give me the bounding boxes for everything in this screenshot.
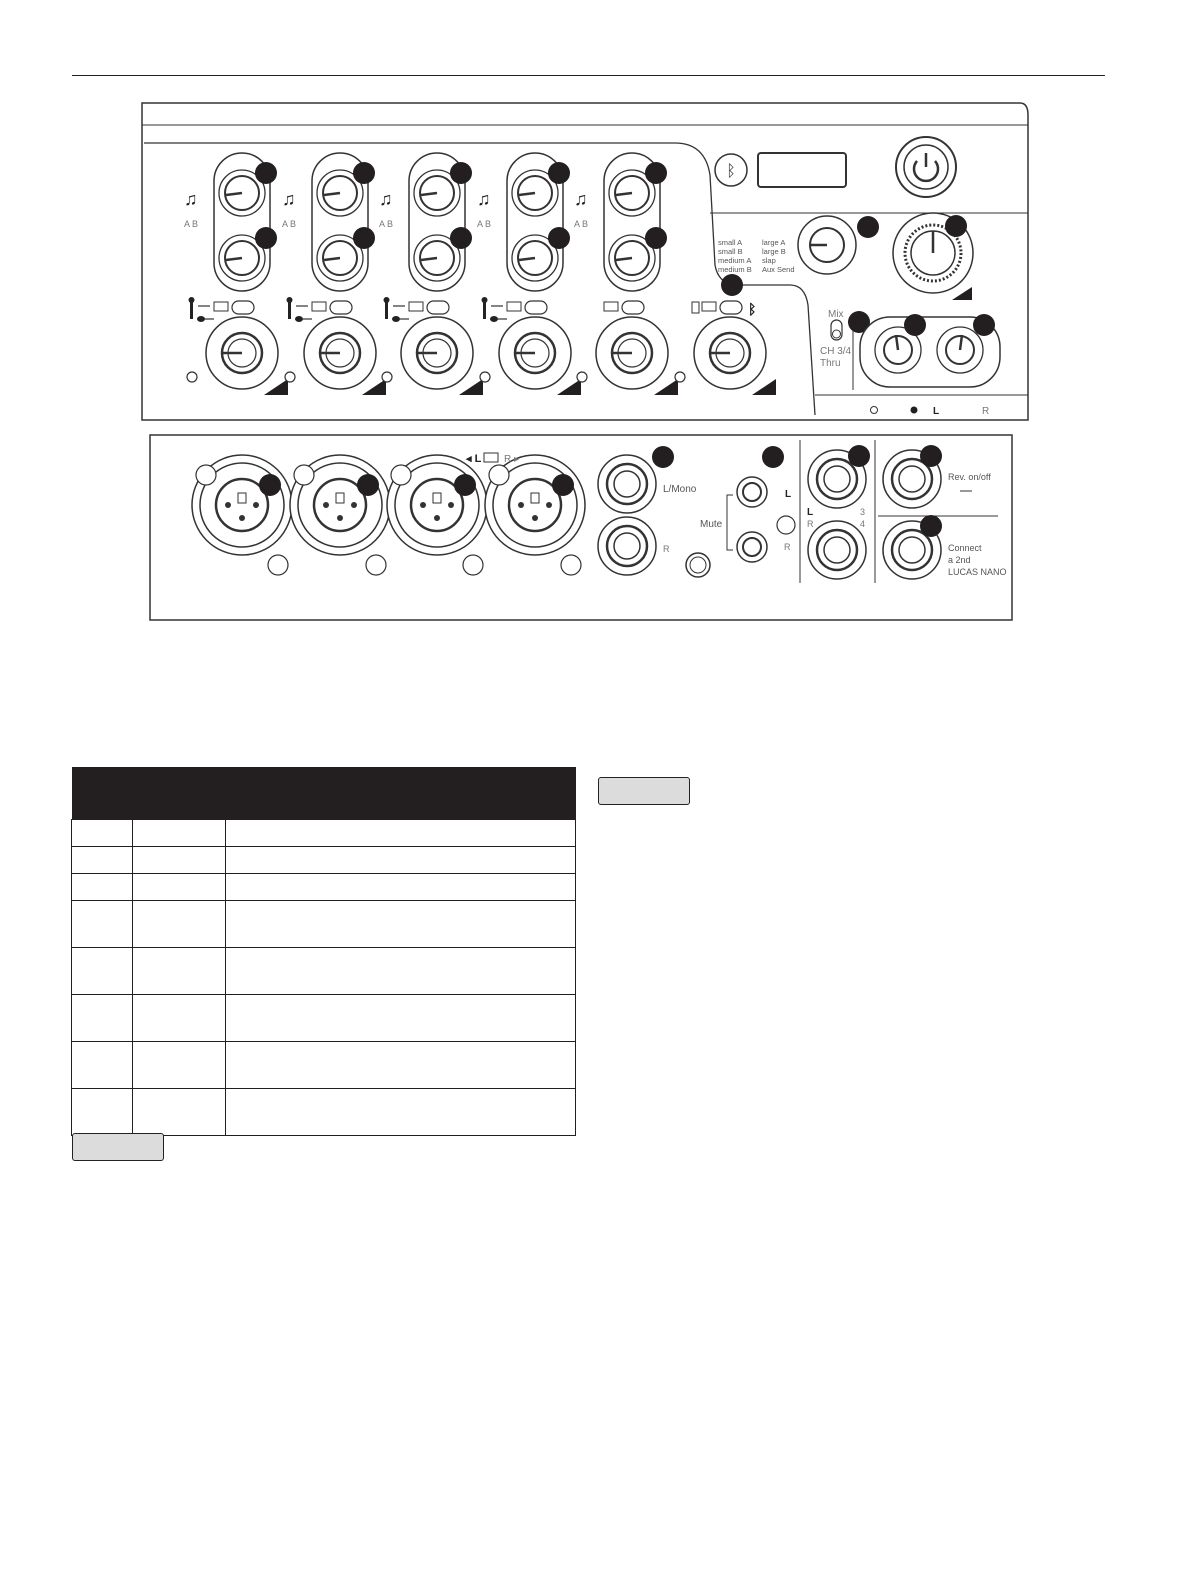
music-note-icon: ♫	[184, 189, 198, 209]
reverb-preset-right-0: large A	[762, 238, 786, 247]
input-switch	[427, 301, 449, 314]
callout-marker	[652, 446, 674, 468]
music-note-icon: ♫	[477, 189, 491, 209]
ch34-label: CH 3/4	[820, 346, 852, 357]
callout-marker	[920, 445, 942, 467]
guitar-icon	[295, 316, 303, 322]
guitar-icon	[392, 316, 400, 322]
callout-marker	[255, 227, 277, 249]
l-mono-label: L/Mono	[663, 484, 697, 495]
music-note-icon: ♫	[379, 189, 393, 209]
table-row	[72, 1042, 576, 1089]
connect-label-2: a 2nd	[948, 555, 971, 565]
callout-marker	[857, 216, 879, 238]
input-switch	[330, 301, 352, 314]
reverb-preset-left-1: small B	[718, 247, 743, 256]
top-rule	[72, 75, 1105, 76]
callout-marker	[973, 314, 995, 336]
reverb-preset-left-3: medium B	[718, 265, 752, 274]
callout-marker	[450, 227, 472, 249]
clip-led	[577, 372, 587, 382]
reverb-preset-right-1: large B	[762, 247, 786, 256]
callout-marker	[454, 474, 476, 496]
callout-marker	[357, 474, 379, 496]
led-r-label: R	[982, 406, 990, 417]
callout-marker	[353, 162, 375, 184]
table-row	[72, 901, 576, 948]
connect-label-3: LUCAS NANO	[948, 567, 1007, 577]
rev-onoff-label: Rev. on/off	[948, 472, 991, 482]
table-header-row	[72, 767, 576, 820]
control-panel-diagram	[130, 95, 1035, 635]
out-l-label: L	[807, 507, 814, 518]
table-row	[72, 1089, 576, 1136]
tone-ab-label: A B	[574, 219, 589, 229]
callout-marker	[259, 474, 281, 496]
clip-led	[480, 372, 490, 382]
tone-ab-label: A B	[477, 219, 492, 229]
note-tag-box	[72, 1133, 164, 1161]
screw-icon	[268, 555, 288, 575]
callout-marker	[552, 474, 574, 496]
guitar-icon	[490, 316, 498, 322]
line-input-icon	[507, 302, 521, 311]
tone-ab-label: A B	[379, 219, 394, 229]
screw-icon	[366, 555, 386, 575]
callout-marker	[255, 162, 277, 184]
reverb-preset-left-2: medium A	[718, 256, 752, 265]
mute-label: Mute	[700, 519, 723, 530]
clip-led	[187, 372, 197, 382]
rca-l-label: L	[785, 489, 792, 500]
table-row	[72, 995, 576, 1042]
line-r-label: R	[663, 544, 670, 554]
out-3-label: 3	[860, 507, 866, 517]
clip-led	[675, 372, 685, 382]
callout-marker	[904, 314, 926, 336]
music-note-icon: ♫	[574, 189, 588, 209]
microphone-icon	[385, 301, 388, 319]
stereo-link-l-label: ◂ L	[466, 453, 482, 465]
screw-icon	[294, 465, 314, 485]
table-row	[72, 948, 576, 995]
callout-marker	[645, 227, 667, 249]
callout-marker	[721, 274, 743, 296]
input-switch	[525, 301, 547, 314]
microphone-icon	[483, 301, 486, 319]
callout-marker	[353, 227, 375, 249]
screw-icon	[561, 555, 581, 575]
line-input-icon	[409, 302, 423, 311]
mix-label: Mix	[828, 309, 844, 320]
microphone-icon	[190, 301, 193, 319]
line-input-icon	[312, 302, 326, 311]
svg-text:ᛒ: ᛒ	[726, 163, 736, 180]
microphone-icon	[288, 301, 291, 319]
spec-table	[71, 767, 576, 1136]
connect-label-1: Connect	[948, 543, 982, 553]
reverb-preset-right-2: slap	[762, 256, 776, 265]
panel-svg	[130, 95, 1035, 635]
callout-marker	[920, 515, 942, 537]
music-note-icon: ♫	[282, 189, 296, 209]
screw-icon	[391, 465, 411, 485]
callout-marker	[762, 446, 784, 468]
out-r-label: R	[807, 519, 814, 529]
callout-marker	[548, 227, 570, 249]
led-l-label: L	[933, 406, 940, 417]
tone-ab-label: A B	[184, 219, 199, 229]
clip-led	[382, 372, 392, 382]
table-row	[72, 874, 576, 901]
callout-marker	[645, 162, 667, 184]
line-input-icon	[214, 302, 228, 311]
source-switch	[720, 301, 742, 314]
screw-icon	[463, 555, 483, 575]
callout-marker	[450, 162, 472, 184]
callout-marker	[945, 215, 967, 237]
callout-marker	[548, 162, 570, 184]
input-switch	[622, 301, 644, 314]
stereo-link-r-label: R ▸	[504, 454, 520, 465]
out-4-label: 4	[860, 519, 866, 529]
reverb-preset-right-3: Aux Send	[762, 265, 795, 274]
table-row	[72, 820, 576, 847]
screw-icon	[196, 465, 216, 485]
callout-marker	[848, 445, 870, 467]
clip-led	[285, 372, 295, 382]
stereo-link-icon	[484, 453, 498, 462]
reverb-preset-left-0: small A	[718, 238, 743, 247]
guitar-icon	[197, 316, 205, 322]
thru-label: Thru	[820, 358, 841, 369]
phone-icon	[692, 302, 699, 313]
line-input-icon	[604, 302, 618, 311]
display-window	[758, 153, 846, 187]
bluetooth-icon: ᛒ	[748, 301, 757, 317]
screw-icon	[489, 465, 509, 485]
rca-r-label: R	[784, 542, 791, 552]
laptop-icon	[702, 302, 716, 311]
note-tag-box	[598, 777, 690, 805]
tone-ab-label: A B	[282, 219, 297, 229]
table-row	[72, 847, 576, 874]
input-switch	[232, 301, 254, 314]
